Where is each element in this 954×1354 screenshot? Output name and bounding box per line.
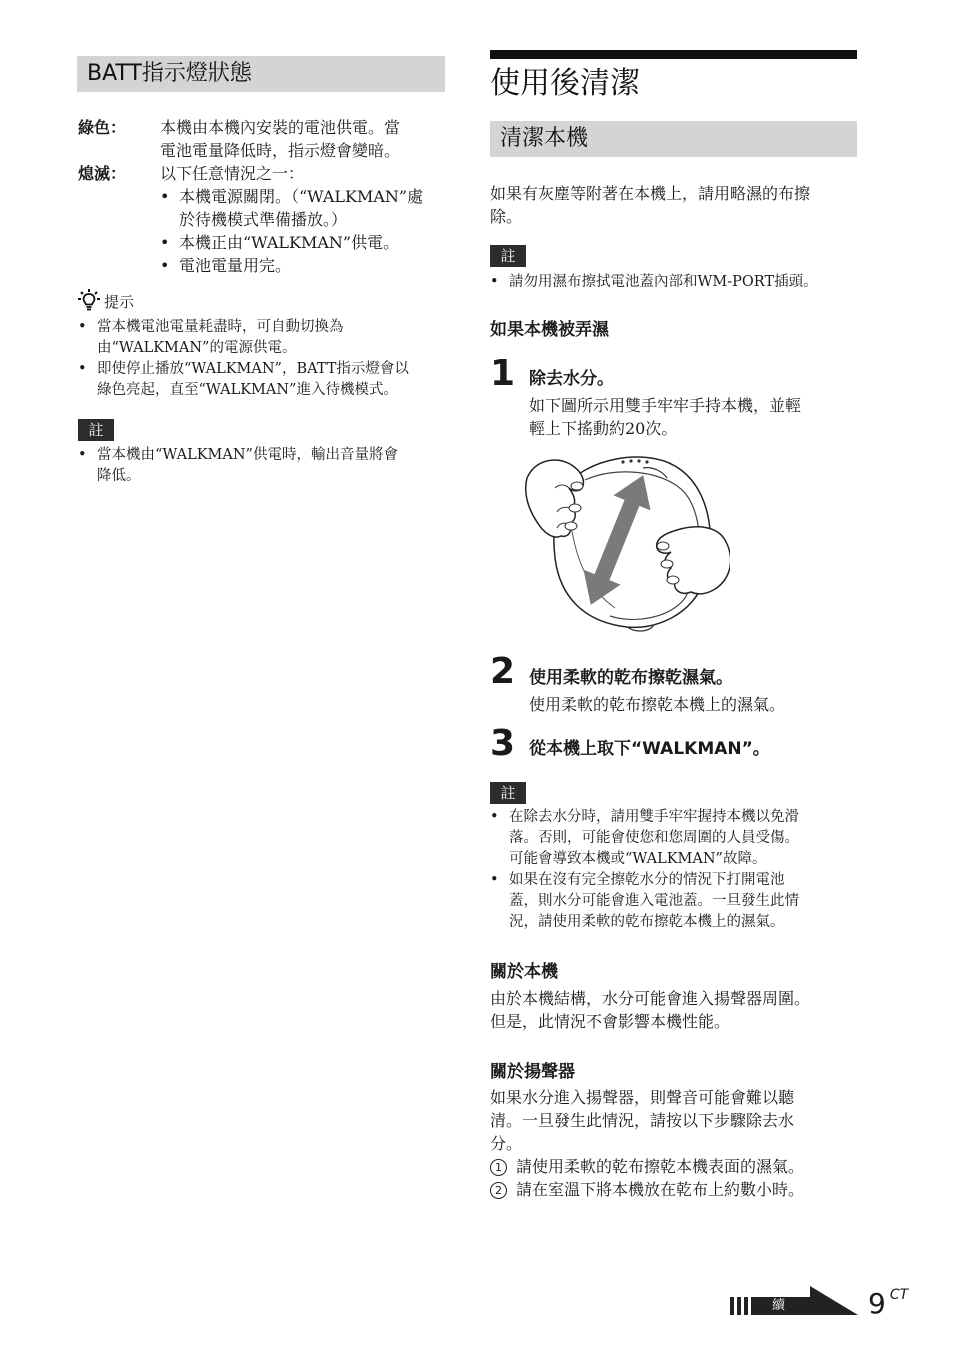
hint-label: 提示: [104, 293, 135, 311]
list-item: • 當本機電池電量耗盡時，可自動切換為 由“WALKMAN”的電源供電。: [78, 317, 448, 359]
list-item: • 即使停止播放“WALKMAN”，BATT指示燈會以 綠色亮起，直至“WALKMAN”進入待機模式。: [78, 359, 448, 401]
shake-device-illustration: [525, 448, 730, 636]
wet-heading: 如果本機被弄濕: [490, 320, 609, 340]
about-unit-heading: 關於本機: [490, 962, 558, 982]
off-conditions-list: [160, 185, 450, 277]
step-title: 使用柔軟的乾布擦乾濕氣。: [529, 668, 733, 688]
batt-section-title: BATT指示燈狀態: [87, 61, 252, 86]
circled-number: 1: [490, 1159, 507, 1176]
green-desc-line: 電池電量降低時，指示燈會變暗。: [160, 141, 401, 160]
batt-section-band: [77, 56, 445, 92]
step-title: 除去水分。: [529, 369, 614, 389]
green-term: 綠色：: [78, 118, 127, 137]
step-desc: 如下圖所示用雙手牢牢手持本機，並輕 輕上下搖動約20次。: [529, 396, 802, 438]
page-number-suffix: CT: [889, 1287, 909, 1303]
list-item: • 電池電量用完。: [160, 254, 450, 277]
off-desc: 以下任意情況之一：: [160, 164, 305, 183]
left-note-list: [78, 445, 448, 487]
wet-note-list: [490, 807, 860, 933]
about-speaker-heading: 關於揚聲器: [490, 1062, 575, 1082]
off-term: 熄滅：: [78, 164, 127, 183]
page-number-value: 9: [868, 1287, 886, 1320]
step-number: 1: [490, 353, 516, 394]
clean-section-title: 清潔本機: [500, 126, 589, 151]
note-badge: 註: [490, 245, 526, 267]
continue-marker: [728, 1286, 860, 1316]
continue-arrow-icon: [728, 1286, 860, 1316]
about-speaker-text: 如果水分進入揚聲器，則聲音可能會難以聽 清。一旦發生此情況，請按以下步驟除去水 分。 1 請使用柔軟的乾布擦乾本機表面的濕氣。 2 請在室溫下將本機放在乾布上約數小時。: [490, 1086, 860, 1201]
hint-list: [78, 317, 448, 401]
step-title: 從本機上取下“WALKMAN”。: [529, 739, 770, 759]
page-number: [868, 1287, 928, 1327]
circled-number: 2: [490, 1182, 507, 1199]
list-item: • 本機正由“WALKMAN”供電。: [160, 231, 450, 254]
step-desc: 使用柔軟的乾布擦乾本機上的濕氣。: [529, 695, 786, 714]
clean-intro: 如果有灰塵等附著在本機上，請用略濕的布擦 除。: [490, 184, 811, 226]
step-number: 2: [490, 651, 516, 692]
list-item: • 本機電源關閉。（“WALKMAN”處 於待機模式準備播放。）: [160, 185, 450, 231]
list-item: • 如果在沒有完全擦乾水分的情況下打開電池 蓋，則水分可能會進入電池蓋。一旦發生此情 況，請使用柔軟的乾布擦乾本機上的濕氣。: [490, 870, 860, 933]
speaker-step: 2 請在室溫下將本機放在乾布上約數小時。: [490, 1178, 860, 1201]
step-number: 3: [490, 723, 516, 764]
clean-section-band: [490, 121, 857, 157]
list-item: • 請勿用濕布擦拭電池蓋內部和WM-PORT插頭。: [490, 272, 860, 293]
list-item: • 在除去水分時，請用雙手牢牢握持本機以免滑 落。否則，可能會使您和您周圍的人員受傷。 可能會導致本機或“WALKMAN”故障。: [490, 807, 860, 870]
continue-label: 續: [772, 1298, 786, 1313]
note-badge: 註: [78, 419, 114, 441]
clean-note-list: [490, 272, 860, 293]
about-unit-text: 由於本機結構，水分可能會進入揚聲器周圍。 但是，此情況不會影響本機性能。: [490, 989, 811, 1031]
list-item: • 當本機由“WALKMAN”供電時，輸出音量將會 降低。: [78, 445, 448, 487]
title-rule: [490, 50, 857, 59]
page-title: 使用後清潔: [490, 66, 640, 101]
note-badge: 註: [490, 782, 526, 804]
speaker-step: 1 請使用柔軟的乾布擦乾本機表面的濕氣。: [490, 1155, 860, 1178]
lightbulb-icon: [78, 288, 100, 312]
green-desc-line: 本機由本機內安裝的電池供電。當: [160, 118, 401, 137]
